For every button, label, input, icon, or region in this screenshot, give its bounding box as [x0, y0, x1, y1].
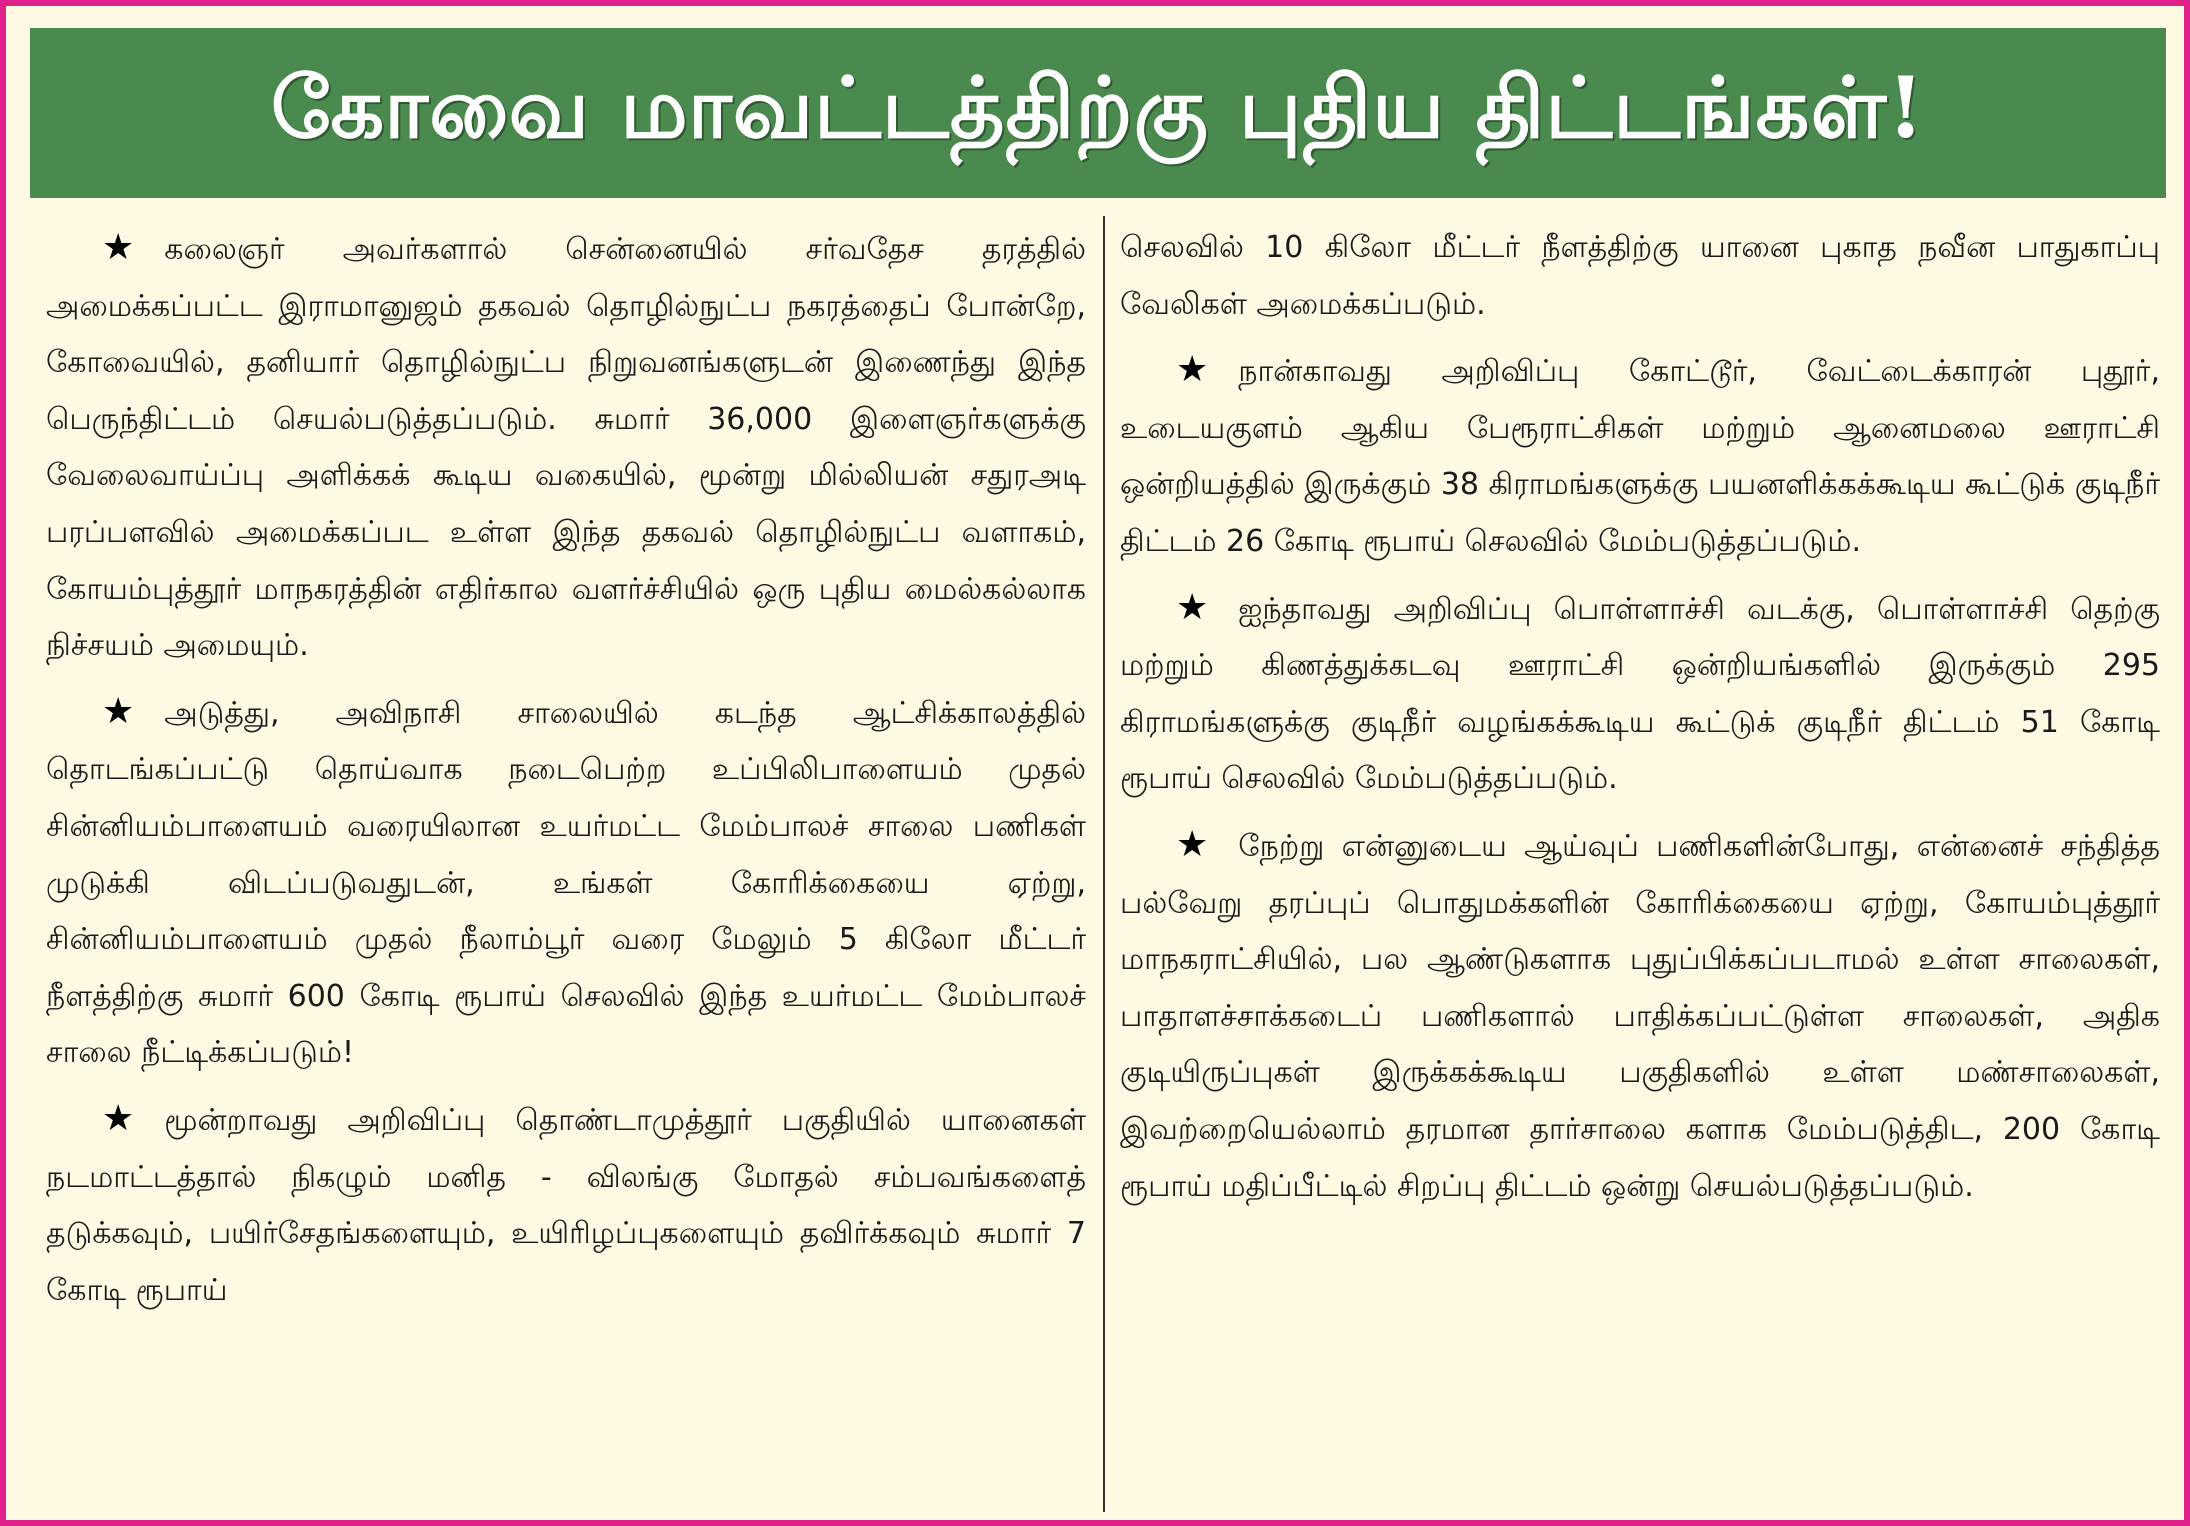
- paragraph-text: அடுத்து, அவிநாசி சாலையில் கடந்த ஆட்சிக்காலத்தில் தொடங்கப்பட்டு தொய்வாக நடைபெற்ற உப்பிலிபாளையம் முதல் சின்னியம்பாளையம் வரையிலான உயர்மட்ட மேம்பாலச் சாலை பணிகள் முடுக்கி விடப்படுவதுடன், உங்கள் கோரிக்கையை ஏற்று, சின்னியம்பாளையம் முதல் நீலாம்பூர் வரை மேலும் 5 கிலோ மீட்டர் நீளத்திற்கு சுமார் 600 கோடி ரூபாய் செலவில் இந்த உயர்மட்ட மேம்பாலச் சாலை நீட்டிக்கப்படும்!: [46, 695, 1086, 1071]
- announcement-paragraph: [46, 220, 1086, 675]
- headline: கோவை மாவட்டத்திற்கு புதிய திட்டங்கள்!: [270, 57, 1926, 157]
- paragraph-text: கலைஞர் அவர்களால் சென்னையில் சர்வதேச தரத்தில் அமைக்கப்பட்ட இராமானுஜம் தகவல் தொழில்நுட்ப நகரத்தைப் போன்றே, கோவையில், தனியார் தொழில்நுட்ப நிறுவனங்களுடன் இணைந்து இந்த பெருந்திட்டம் செயல்படுத்தப்படும். சுமார் 36,000 இளைஞர்களுக்கு வேலைவாய்ப்பு அளிக்கக் கூடிய வகையில், மூன்று மில்லியன் சதுரஅடி பரப்பளவில் அமைக்கப்பட உள்ள இந்த தகவல் தொழில்நுட்ப வளாகம், கோயம்புத்தூர் மாநகரத்தின் எதிர்கால வளர்ச்சியில் ஒரு புதிய மைல்கல்லாக நிச்சயம் அமையும்.: [46, 232, 1086, 664]
- paragraph-text: நான்காவது அறிவிப்பு கோட்டூர், வேட்டைக்காரன் புதூர், உடையகுளம் ஆகிய பேரூராட்சிகள் மற்றும் ஆனைமலை ஊராட்சி ஒன்றியத்தில் இருக்கும் 38 கிராமங்களுக்கு பயனளிக்கக்கூடிய கூட்டுக் குடிநீர் திட்டம் 26 கோடி ரூபாய் செலவில் மேம்படுத்தப்படும்.: [1120, 354, 2160, 559]
- star-bullet-icon: ★: [102, 1097, 135, 1139]
- headline-banner: [30, 28, 2166, 198]
- paragraph-text: நேற்று என்னுடைய ஆய்வுப் பணிகளின்போது, என்னைச் சந்தித்த பல்வேறு தரப்புப் பொதுமக்களின் கோரிக்கையை ஏற்று, கோயம்புத்தூர் மாநகராட்சியில், பல ஆண்டுகளாக புதுப்பிக்கப்படாமல் உள்ள சாலைகள், பாதாளச்சாக்கடைப் பணிகளால் பாதிக்கப்பட்டுள்ள சாலைகள், அதிக குடியிருப்புகள் இருக்கக்கூடிய பகுதிகளில் உள்ள மண்சாலைகள், இவற்றையெல்லாம் தரமான தார்சாலை களாக மேம்படுத்திட, 200 கோடி ரூபாய் மதிப்பீட்டில் சிறப்பு திட்டம் ஒன்று செயல்படுத்தப்படும்.: [1120, 828, 2160, 1204]
- announcement-paragraph: [1120, 817, 2160, 1215]
- paragraph-text: மூன்றாவது அறிவிப்பு தொண்டாமுத்தூர் பகுதியில் யானைகள் நடமாட்டத்தால் நிகழும் மனித - விலங்கு மோதல் சம்பவங்களைத் தடுக்கவும், பயிர்சேதங்களையும், உயிரிழப்புகளையும் தவிர்க்கவும் சுமார் 7 கோடி ரூபாய்: [46, 1102, 1086, 1308]
- continued-paragraph: செலவில் 10 கிலோ மீட்டர் நீளத்திற்கு யானை புகாத நவீன பாதுகாப்பு வேலிகள் அமைக்கப்படும்.: [1120, 230, 2160, 322]
- paragraph-text: ஐந்தாவது அறிவிப்பு பொள்ளாச்சி வடக்கு, பொள்ளாச்சி தெற்கு மற்றும் கிணத்துக்கடவு ஊராட்சி ஒன்றியங்களில் இருக்கும் 295 கிராமங்களுக்கு குடிநீர் வழங்கக்கூடிய கூட்டுக் குடிநீர் திட்டம் 51 கோடி ரூபாய் செலவில் மேம்படுத்தப்படும்.: [1120, 591, 2160, 797]
- announcement-paragraph: [46, 1091, 1086, 1319]
- star-bullet-icon: ★: [1176, 823, 1209, 865]
- column-divider: [1103, 216, 1105, 1512]
- star-bullet-icon: ★: [102, 690, 135, 732]
- star-bullet-icon: ★: [1176, 349, 1209, 391]
- left-column: [46, 220, 1086, 1500]
- star-bullet-icon: ★: [102, 227, 135, 268]
- announcement-paragraph: [1120, 580, 2160, 808]
- announcement-paragraph: [1120, 342, 2160, 570]
- star-bullet-icon: ★: [1176, 586, 1209, 628]
- announcement-paragraph: [46, 684, 1086, 1082]
- right-column: [1120, 220, 2160, 1500]
